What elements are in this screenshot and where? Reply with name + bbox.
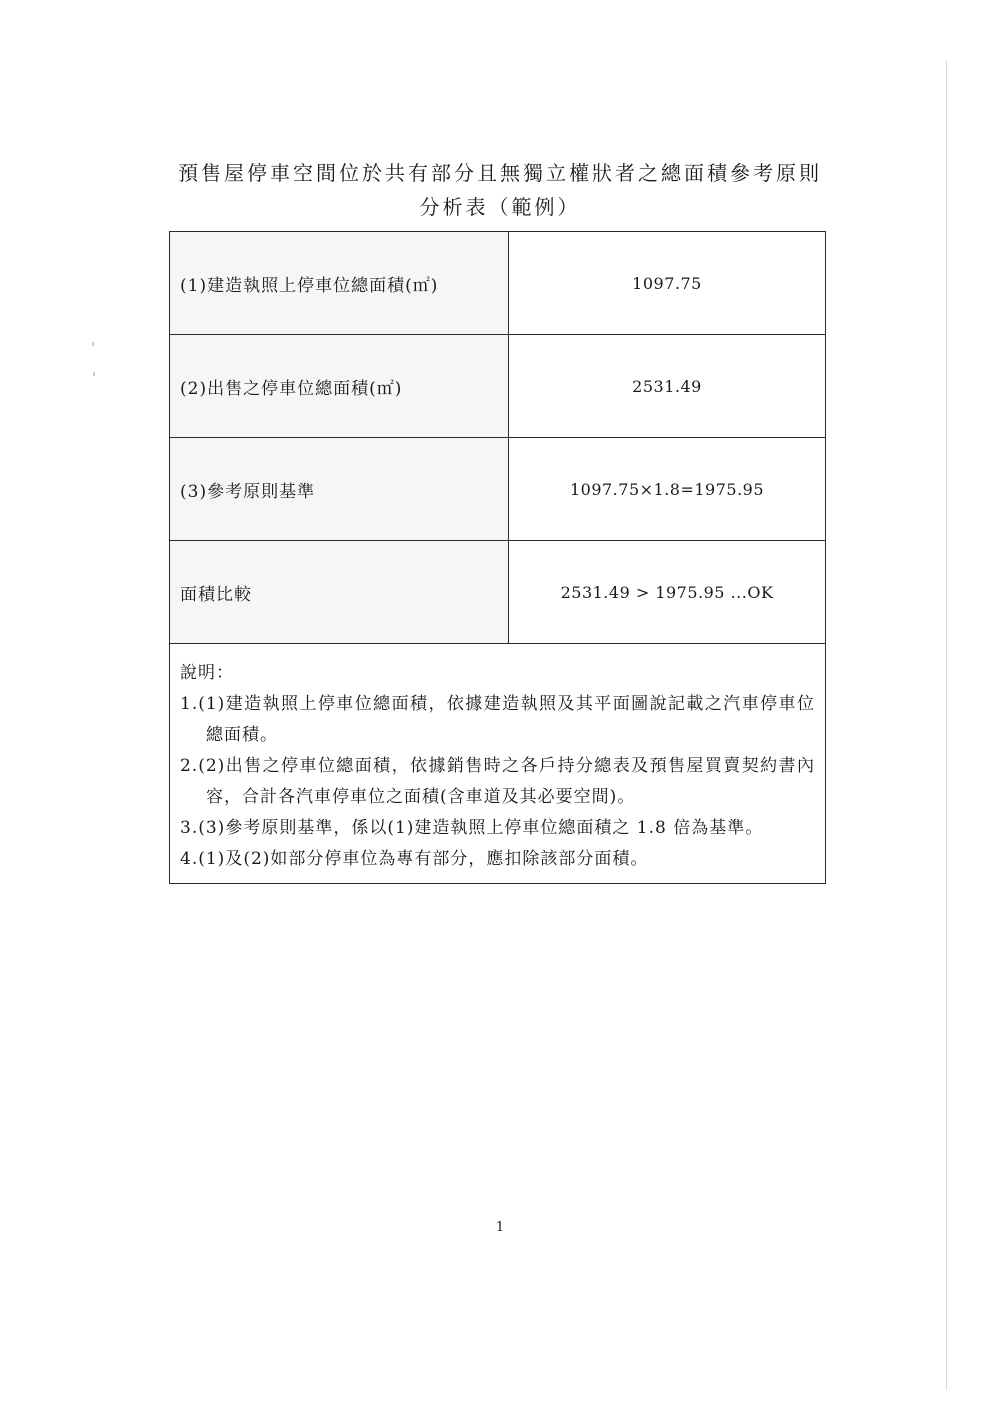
note-item (180, 751, 815, 813)
note-text: (2)出售之停車位總面積，依據銷售時之各戶持分總表及預售屋買賣契約書內容，合計各汽車停車位之面積(含車道及其必要空間)。 (198, 756, 815, 807)
title-line-1: 預售屋停車空間位於共有部分且無獨立權狀者之總面積參考原則 (178, 161, 822, 185)
row-value-area-comparison: 2531.49 > 1975.95 ...OK (509, 541, 826, 644)
note-number: 1. (180, 694, 199, 714)
row-value-building-permit-area: 1097.75 (509, 232, 826, 335)
notes-cell (170, 644, 826, 884)
analysis-table (169, 231, 826, 884)
title-line-2: 分析表（範例） (419, 195, 581, 219)
table-row (170, 335, 826, 438)
note-text: (3)參考原則基準，係以(1)建造執照上停車位總面積之 1.8 倍為基準。 (198, 818, 764, 838)
note-text: (1)建造執照上停車位總面積，依據建造執照及其平面圖說記載之汽車停車位總面積。 (198, 694, 815, 745)
notes-row (170, 644, 826, 884)
scan-speck (92, 342, 94, 346)
note-item (180, 813, 815, 844)
row-label-area-comparison: 面積比較 (170, 541, 509, 644)
row-label-building-permit-area: (1)建造執照上停車位總面積(㎡) (170, 232, 509, 335)
table-row (170, 438, 826, 541)
page-number: 1 (495, 1220, 505, 1235)
table-row (170, 541, 826, 644)
row-label-reference-baseline: (3)參考原則基準 (170, 438, 509, 541)
note-number: 4. (180, 849, 199, 869)
scan-speck (93, 372, 95, 376)
document-title (140, 156, 860, 224)
table-row (170, 232, 826, 335)
notes-heading: 說明： (180, 663, 234, 683)
note-item (180, 689, 815, 751)
scan-edge-line (946, 60, 947, 1390)
note-item (180, 844, 815, 875)
note-number: 2. (180, 756, 199, 776)
note-number: 3. (180, 818, 199, 838)
row-value-sold-parking-area: 2531.49 (509, 335, 826, 438)
row-label-sold-parking-area: (2)出售之停車位總面積(㎡) (170, 335, 509, 438)
note-text: (1)及(2)如部分停車位為專有部分，應扣除該部分面積。 (198, 849, 649, 869)
row-value-reference-baseline: 1097.75×1.8=1975.95 (509, 438, 826, 541)
